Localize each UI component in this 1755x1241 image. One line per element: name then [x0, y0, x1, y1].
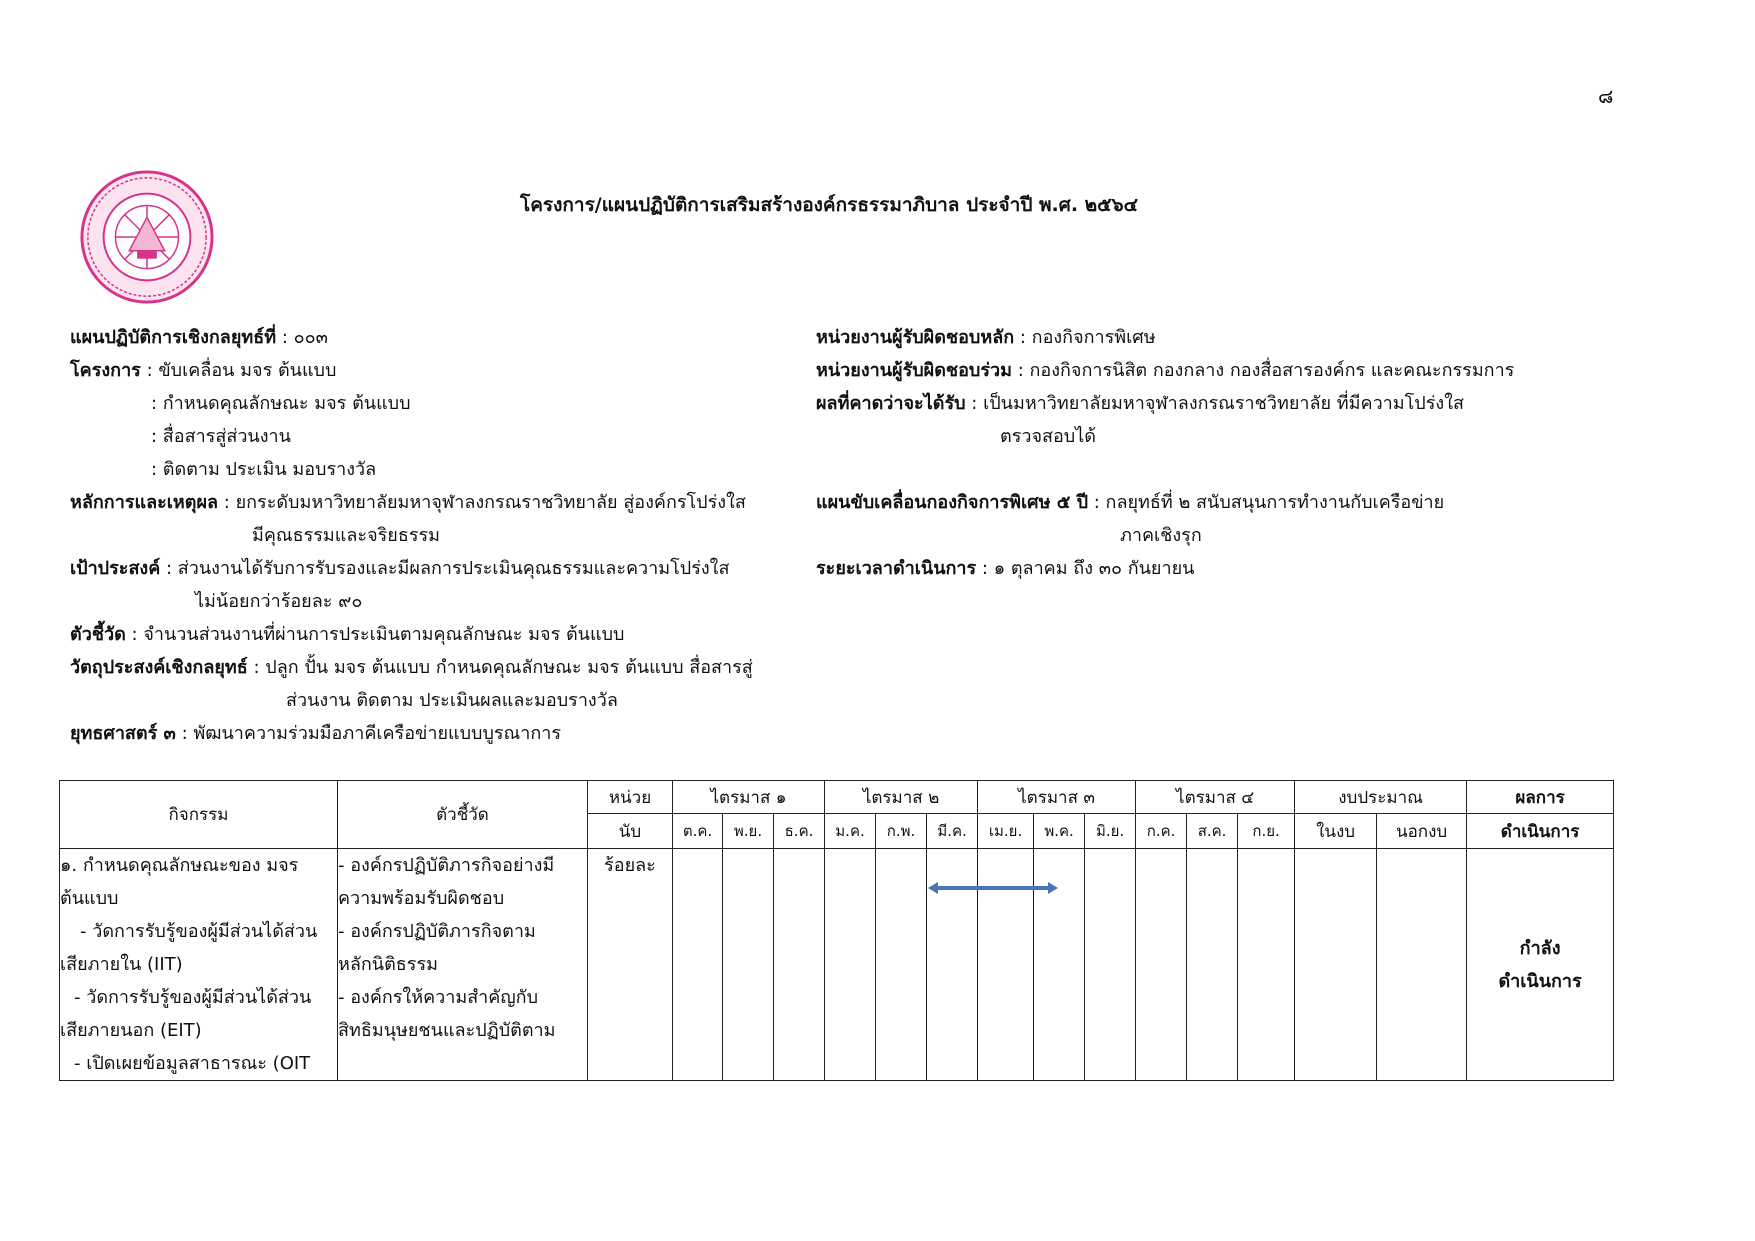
- month-cell: [723, 849, 774, 1081]
- principle-line: : ยกระดับมหาวิทยาลัยมหาจุฬาลงกรณราชวิทยาลัย สู่องค์กรโปร่งใส: [223, 492, 746, 513]
- expected-line: ตรวจสอบได้: [1000, 426, 1096, 447]
- objective-row: [70, 557, 729, 581]
- budget-in-cell: [1295, 849, 1377, 1081]
- header-month: ม.ค.: [825, 814, 876, 849]
- expected-row: [816, 392, 1464, 416]
- header-budget-in: ในงบ: [1295, 814, 1377, 849]
- co-unit-row: [816, 359, 1514, 383]
- principle-row: [70, 491, 746, 515]
- project-label: โครงการ: [70, 360, 141, 381]
- status-line: ดำเนินการ: [1498, 970, 1582, 992]
- month-cell: [1187, 849, 1238, 1081]
- month-cell: [774, 849, 825, 1081]
- project-line: : กำหนดคุณลักษณะ มจร ต้นแบบ: [151, 393, 411, 414]
- header-month: พ.ค.: [1034, 814, 1085, 849]
- strategic-objective-line: ส่วนงาน ติดตาม ประเมินผลและมอบรางวัล: [286, 690, 618, 711]
- header-budget: งบประมาณ: [1295, 781, 1467, 814]
- month-cell: [673, 849, 723, 1081]
- header-unit-2: นับ: [588, 814, 673, 849]
- indicator-cell: [338, 849, 588, 1081]
- indicator-line: - องค์กรให้ความสำคัญกับ: [338, 987, 538, 1008]
- indicator-line: - องค์กรปฏิบัติภารกิจตาม: [338, 921, 536, 942]
- header-month: มี.ค.: [927, 814, 978, 849]
- month-cell: [825, 849, 876, 1081]
- header-quarter-4: ไตรมาส ๔: [1136, 781, 1295, 814]
- indicator-line: - องค์กรปฏิบัติภารกิจอย่างมี: [338, 855, 555, 876]
- header-month: ธ.ค.: [774, 814, 825, 849]
- university-seal-icon: [78, 168, 216, 306]
- strategic-objective-line: : ปลูก ปั้น มจร ต้นแบบ กำหนดคุณลักษณะ มจร ต้นแบบ สื่อสารสู่: [253, 657, 753, 678]
- header-quarter-2: ไตรมาส ๒: [825, 781, 978, 814]
- indicator-value: : จำนวนส่วนงานที่ผ่านการประเมินตามคุณลักษณะ มจร ต้นแบบ: [131, 624, 625, 645]
- project-line: : ขับเคลื่อน มจร ต้นแบบ: [146, 360, 337, 381]
- main-unit-row: [816, 326, 1156, 350]
- indicator-line: สิทธิมนุษยชนและปฏิบัติตาม: [338, 1020, 556, 1041]
- page-number: ๘: [1598, 84, 1614, 108]
- co-unit-label: หน่วยงานผู้รับผิดชอบร่วม: [816, 360, 1012, 381]
- activity-plan-table: [59, 780, 1614, 1081]
- activity-line: เสียภายใน (IIT): [60, 954, 183, 975]
- header-result-2: ดำเนินการ: [1467, 814, 1614, 849]
- project-line: : สื่อสารสู่ส่วนงาน: [151, 426, 291, 447]
- header-month: มิ.ย.: [1085, 814, 1136, 849]
- period-label: ระยะเวลาดำเนินการ: [816, 558, 977, 579]
- header-month: ก.ย.: [1238, 814, 1295, 849]
- header-indicator: ตัวชี้วัด: [338, 781, 588, 849]
- header-quarter-3: ไตรมาส ๓: [978, 781, 1136, 814]
- header-month: ต.ค.: [673, 814, 723, 849]
- header-month: ก.ค.: [1136, 814, 1187, 849]
- co-unit-value: : กองกิจการนิสิต กองกลาง กองสื่อสารองค์กร และคณะกรรมการ: [1017, 360, 1515, 381]
- status-cell: [1467, 849, 1614, 1081]
- document-title: โครงการ/แผนปฏิบัติการเสริมสร้างองค์กรธรรมาภิบาล ประจำปี พ.ศ. ๒๕๖๔: [520, 194, 1138, 216]
- header-unit: หน่วย: [588, 781, 673, 814]
- activity-line: เสียภายนอก (EIT): [60, 1020, 202, 1041]
- month-cell: [1136, 849, 1187, 1081]
- status-line: กำลัง: [1519, 937, 1561, 959]
- strategy-value: : พัฒนาความร่วมมือภาคีเครือข่ายแบบบูรณาการ: [181, 723, 562, 744]
- objective-line: ไม่น้อยกว่าร้อยละ ๙๐: [195, 591, 363, 612]
- header-month: ก.พ.: [876, 814, 927, 849]
- header-month: ส.ค.: [1187, 814, 1238, 849]
- indicator-label: ตัวชี้วัด: [70, 624, 126, 645]
- plan-row: [70, 326, 328, 350]
- five-year-plan-line: : กลยุทธ์ที่ ๒ สนับสนุนการทำงานกับเครือข่าย: [1093, 492, 1445, 513]
- header-budget-out: นอกงบ: [1377, 814, 1467, 849]
- gantt-arrowhead-right: [1048, 882, 1058, 894]
- indicator-line: ความพร้อมรับผิดชอบ: [338, 888, 505, 909]
- header-result: ผลการ: [1467, 781, 1614, 814]
- month-cell: [876, 849, 927, 1081]
- gantt-arrow: [928, 880, 1058, 896]
- project-line: : ติดตาม ประเมิน มอบรางวัล: [151, 459, 377, 480]
- header-activity: กิจกรรม: [60, 781, 338, 849]
- strategic-objective-row: [70, 656, 753, 680]
- activity-cell: [60, 849, 338, 1081]
- header-month: พ.ย.: [723, 814, 774, 849]
- activity-line: ๑. กำหนดคุณลักษณะของ มจร: [60, 855, 299, 876]
- period-row: [816, 557, 1194, 581]
- objective-line: : ส่วนงานได้รับการรับรองและมีผลการประเมินคุณธรรมและความโปร่งใส: [166, 558, 730, 579]
- five-year-plan-row: [816, 491, 1444, 515]
- month-cell: [1238, 849, 1295, 1081]
- principle-line: มีคุณธรรมและจริยธรรม: [252, 525, 441, 546]
- activity-line: - วัดการรับรู้ของผู้มีส่วนได้ส่วน: [74, 987, 312, 1008]
- main-unit-label: หน่วยงานผู้รับผิดชอบหลัก: [816, 327, 1015, 348]
- expected-line: : เป็นมหาวิทยาลัยมหาจุฬาลงกรณราชวิทยาลัย ที่มีความโปร่งใส: [971, 393, 1464, 414]
- plan-value: : ๐๐๓: [281, 327, 328, 348]
- indicator-line: หลักนิติธรรม: [338, 954, 438, 975]
- activity-line: ต้นแบบ: [60, 888, 119, 909]
- plan-label: แผนปฏิบัติการเชิงกลยุทธ์ที่: [70, 327, 277, 348]
- principle-label: หลักการและเหตุผล: [70, 492, 219, 513]
- month-cell: [1085, 849, 1136, 1081]
- header-quarter-1: ไตรมาส ๑: [673, 781, 825, 814]
- five-year-plan-label: แผนขับเคลื่อนกองกิจการพิเศษ ๕ ปี: [816, 492, 1089, 513]
- indicator-row: [70, 623, 624, 647]
- objective-label: เป้าประสงค์: [70, 558, 161, 579]
- unit-cell: ร้อยละ: [588, 849, 673, 1081]
- strategy-label: ยุทธศาสตร์ ๓: [70, 723, 176, 744]
- gantt-arrowhead-left: [928, 882, 938, 894]
- strategic-objective-label: วัตถุประสงค์เชิงกลยุทธ์: [70, 657, 248, 678]
- table-row: [60, 849, 1614, 1081]
- expected-label: ผลที่คาดว่าจะได้รับ: [816, 393, 966, 414]
- project-row: [70, 359, 336, 383]
- period-value: : ๑ ตุลาคม ถึง ๓๐ กันยายน: [981, 558, 1195, 579]
- strategy-row: [70, 722, 561, 746]
- main-unit-value: : กองกิจการพิเศษ: [1019, 327, 1156, 348]
- header-month: เม.ย.: [978, 814, 1034, 849]
- activity-line: - เปิดเผยข้อมูลสาธารณะ (OIT: [74, 1053, 311, 1074]
- five-year-plan-line: ภาคเชิงรุก: [1120, 525, 1202, 546]
- activity-line: - วัดการรับรู้ของผู้มีส่วนได้ส่วน: [80, 921, 318, 942]
- budget-out-cell: [1377, 849, 1467, 1081]
